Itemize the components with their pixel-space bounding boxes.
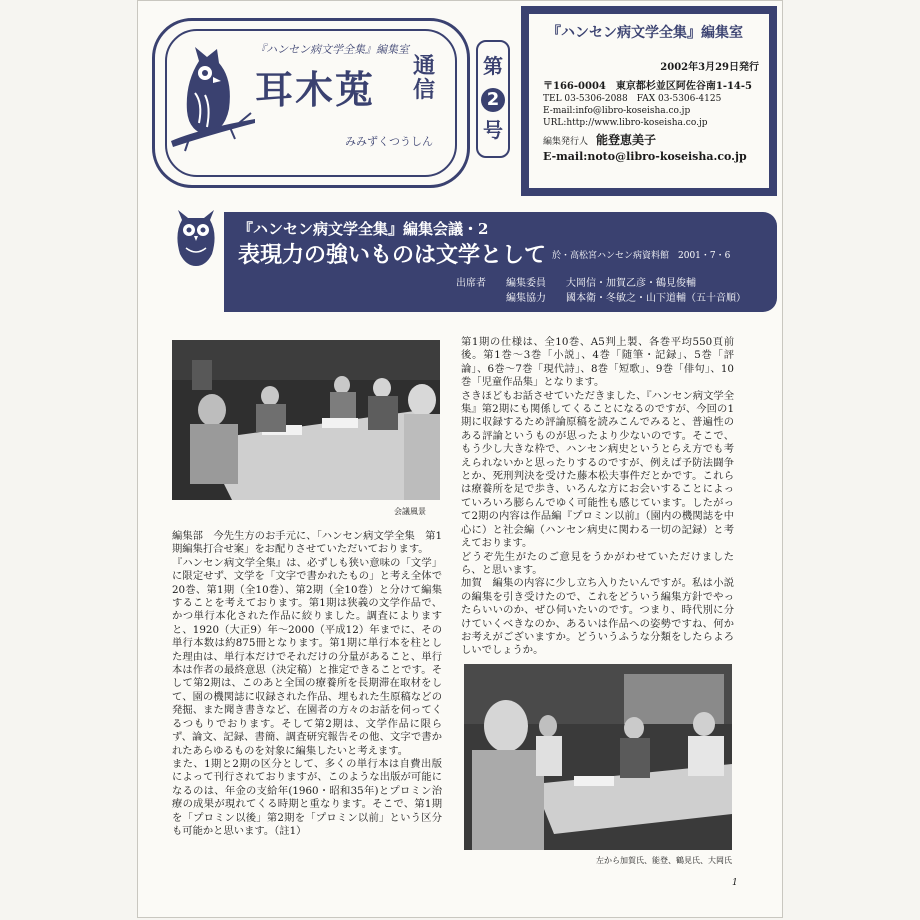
issue-suffix: 号 — [483, 118, 503, 142]
contact-box — [521, 6, 777, 196]
masthead — [152, 18, 470, 188]
paragraph: また、1期と2期の区分として、多くの単行本は自費出版によって刊行されておりますが、このような出版が可能になるのは、年金の支給年(1960・昭和35年)とプロミン治療の成果が現れてくる時期と重なります。そこで、第1期を「プロミン以後」第2期を「プロミン以前」という区分も可能かと思います。（註1） — [172, 757, 442, 837]
masthead-subtitle: 『ハンセン病文学全集』編集室 — [255, 43, 409, 56]
participants-photo — [464, 664, 732, 850]
article-banner — [224, 212, 777, 312]
website-url: URL:http://www.libro-koseisha.co.jp — [543, 118, 708, 128]
issue-number-badge — [476, 40, 510, 158]
info-email: E-mail:info@libro-koseisha.co.jp — [543, 106, 691, 116]
issue-number: 2 — [481, 88, 505, 112]
owl-icon — [172, 210, 220, 266]
page-number: 1 — [732, 878, 738, 888]
contact-box-inner — [529, 14, 769, 188]
masthead-title-suffix: 通信 — [413, 54, 436, 103]
paragraph: 編集部 今先生方のお手元に、「ハンセン病文学全集 第1期編集打合せ案」をお配りさせていただいております。 — [172, 530, 442, 556]
editor-name: 能登恵美子 — [596, 133, 657, 147]
meeting-place-date: 於・高松宮ハンセン病資料館 2001・7・6 — [552, 251, 731, 261]
phone-fax: TEL 03-5306-2088 FAX 03-5306-4125 — [543, 94, 722, 104]
editor-label: 編集発行人 — [543, 137, 589, 147]
article-right-column — [461, 336, 734, 658]
attendees-role-1: 編集委員 — [506, 278, 546, 289]
attendees-label: 出席者 — [456, 278, 486, 289]
paragraph: どうぞ先生がたのご意見をうかがわせていただけましたら、と思います。 — [461, 550, 734, 576]
attendees — [456, 276, 746, 306]
paragraph: さきほどもお話させていただきました、『ハンセン病文学全集』第2期にも関係してくることになるのですが、今回の1期に収録するため評論原稿を読みこんでみると、普遍性のある評論というものが思ったより少ないのです。そこで、もう少し大きな枠で、ハンセン病史というとらえ方でも考えられないかと思ったりするのですが、例えば予防法闘争とか、死刑判決を受けた藤本松夫事件だとかです。これらは療養所を足で歩き、いろんな方にお会いすることによっていろいろ膨らんでゆく可能性も感じています。したがって2期の内容は作品編『プロミン以前』（園内の機関誌を中心に）と社会編（ハンセン病史に関わる一切の記録）と考えております。 — [461, 389, 734, 550]
meeting-photo — [172, 340, 440, 500]
masthead-kana: みみずくつうしん — [345, 135, 433, 148]
paragraph: 加賀 編集の内容に少し立ち入りたいんですが。私は小説の編集を引き受けたので、これをどういう編集方針でやったらいいのか、ぜひ伺いたいのです。つまり、時代別に分けていくべきなのか、あるいは作品への姿勢ですね、何かお考えがございますか。どういうふうな分類をしたらよろしいでしょうか。 — [461, 577, 734, 657]
publish-date: 2002年3月29日発行 — [660, 62, 759, 73]
owl-on-branch-icon — [169, 43, 257, 153]
paragraph: 『ハンセン病文学全集』は、必ずしも狭い意味の「文学」に限定せず、文学を「文字で書かれたもの」と考え全体で20巻、第1期（全10巻）、第2期（全10巻）と分けて編集することを考えております。第1期は狭義の文学作品で、かつ単行本化された作品に絞りました。調査によりますと、1920（大正9）年～2000（平成12）年までに、その単行本数は約875冊となります。第1期に単行本を柱とした理由は、単行本だけでそれだけの分量があること、単行本は作者の最終意思（決定稿）と推定できることです。そして第2期は、このあと全国の療養所を長期滞在取材をして、園の機関誌に収録された作品、埋もれた生原稿などの発掘、また聞き書きなど、在園者の方々のお話を伺ってくるつもりでおります。そして第2期は、文学作品に限らず、論文、記録、書簡、調査研究報告その他、文字で書かれたあらゆるものを対象に編集したいと考えます。 — [172, 556, 442, 757]
issue-prefix: 第 — [483, 54, 503, 78]
article-title: 表現力の強いものは文学として — [238, 242, 547, 268]
contact-title: 『ハンセン病文学全集』編集室 — [547, 25, 743, 41]
attendees-names-2: 國本衛・冬敏之・山下道輔（五十音順） — [566, 293, 746, 304]
photo-caption-2: 左から加賀氏、能登、鶴見氏、大岡氏 — [596, 856, 732, 865]
postal-address: 〒166-0004 東京都杉並区阿佐谷南1-14-5 — [543, 81, 752, 92]
attendees-names-1: 大岡信・加賀乙彦・鶴見俊輔 — [566, 278, 696, 289]
editor-line — [543, 131, 759, 148]
editor-email: E-mail:noto@libro-koseisha.co.jp — [543, 150, 747, 163]
attendees-role-2: 編集協力 — [506, 293, 546, 304]
paragraph: 第1期の仕様は、全10巻、A5判上製、各巻平均550頁前後。第1巻～3巻「小説」、4巻「随筆・記録」、5巻「評論」、6巻～7巻「現代詩」、8巻「短歌」、9巻「俳句」、10巻「児童作品集」となります。 — [461, 336, 734, 389]
masthead-title: 耳木莵 — [255, 68, 376, 112]
article-left-column — [172, 530, 442, 838]
photo-caption-1: 会議風景 — [394, 507, 426, 516]
banner-subtitle: 『ハンセン病文学全集』編集会議・2 — [238, 220, 489, 238]
